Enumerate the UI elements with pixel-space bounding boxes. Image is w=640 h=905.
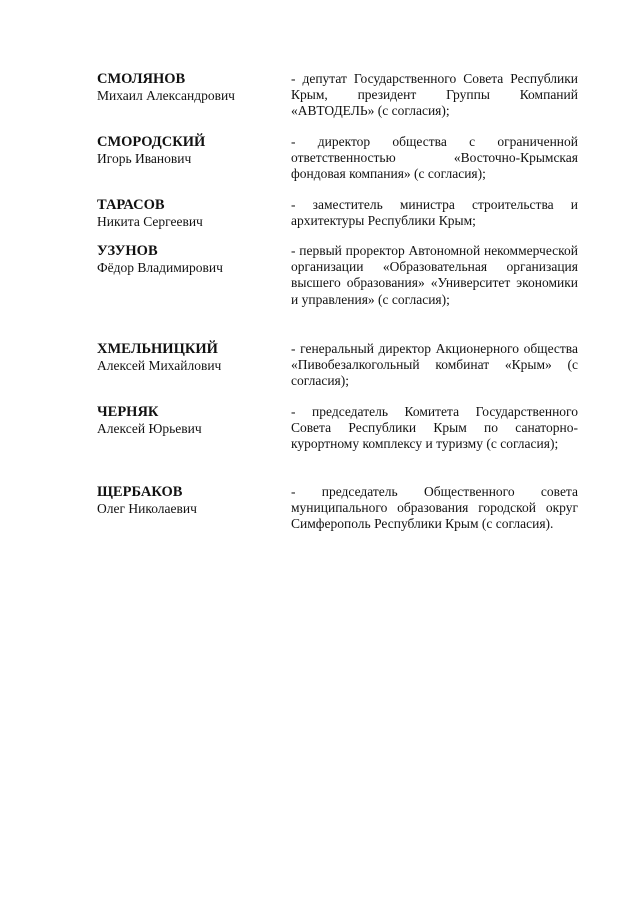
member-given-name: Олег Николаевич xyxy=(97,501,197,516)
member-surname: СМОЛЯНОВ xyxy=(97,71,186,87)
member-surname: ХМЕЛЬНИЦКИЙ xyxy=(97,341,218,357)
member-given-name: Алексей Михайлович xyxy=(97,358,222,373)
member-surname: ЩЕРБАКОВ xyxy=(97,484,183,500)
member-surname: УЗУНОВ xyxy=(97,243,158,259)
member-position: - генеральный директор Акционерного общества «Пивобезалкогольный комбинат «Крым» (с согласия); xyxy=(291,341,578,389)
member-position: - заместитель министра строительства и архитектуры Республики Крым; xyxy=(291,197,578,229)
member-given-name: Михаил Александрович xyxy=(97,88,235,103)
member-position: - директор общества с ограниченной ответственностью «Восточно-Крымская фондовая компания» (с согласия); xyxy=(291,134,578,182)
member-position: - первый проректор Автономной некоммерческой организации «Образовательная организация высшего образования» «Университет экономики и управления» (с согласия); xyxy=(291,243,578,307)
member-given-name: Никита Сергеевич xyxy=(97,214,203,229)
member-given-name: Фёдор Владимирович xyxy=(97,260,223,275)
member-surname: ТАРАСОВ xyxy=(97,197,165,213)
member-position: - депутат Государственного Совета Республики Крым, президент Группы Компаний «АВТОДЕЛЬ» (с согласия); xyxy=(291,71,578,119)
member-surname: ЧЕРНЯК xyxy=(97,404,159,420)
member-surname: СМОРОДСКИЙ xyxy=(97,134,206,150)
member-given-name: Игорь Иванович xyxy=(97,151,192,166)
member-position: - председатель Комитета Государственного Совета Республики Крым по санаторно-курортному комплексу и туризму (с согласия); xyxy=(291,404,578,452)
member-given-name: Алексей Юрьевич xyxy=(97,421,202,436)
member-position: - председатель Общественного совета муниципального образования городской округ Симферополь Республики Крым (с согласия). xyxy=(291,484,578,532)
